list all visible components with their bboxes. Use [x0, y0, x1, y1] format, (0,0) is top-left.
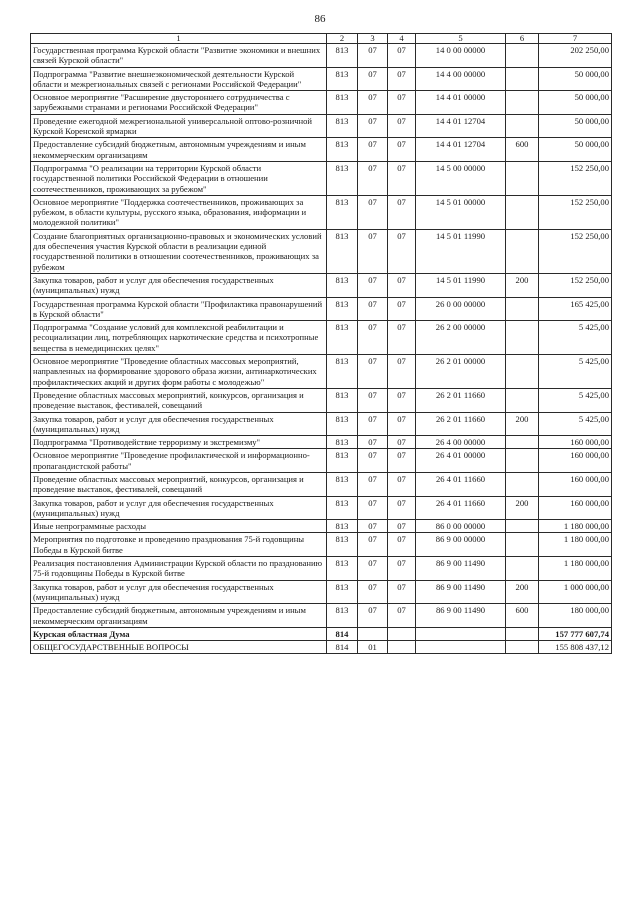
row-amount-cell: 160 000,00 [539, 472, 612, 496]
row-section-cell: 07 [358, 195, 388, 229]
row-subsection-cell: 07 [388, 321, 416, 355]
row-code-cell: 813 [327, 321, 358, 355]
row-expense-kind-cell [506, 449, 539, 473]
row-amount-cell: 5 425,00 [539, 388, 612, 412]
row-code-cell: 813 [327, 44, 358, 68]
table-row [31, 580, 612, 604]
table-row [31, 297, 612, 321]
table-row [31, 273, 612, 297]
row-expense-kind-cell: 200 [506, 412, 539, 436]
row-section-cell: 07 [358, 161, 388, 195]
row-target-code-cell: 14 5 01 00000 [416, 195, 506, 229]
row-expense-kind-cell [506, 355, 539, 389]
row-code-cell: 813 [327, 496, 358, 520]
row-name-cell: Закупка товаров, работ и услуг для обеспечения государственных (муниципальных) нужд [31, 273, 327, 297]
row-amount-cell: 152 250,00 [539, 273, 612, 297]
column-header: 6 [506, 34, 539, 44]
row-section-cell: 07 [358, 412, 388, 436]
row-name-cell: Подпрограмма "Создание условий для комплексной реабилитации и ресоциализации лиц, потребляющих наркотические средства и психотропные вещества в немедицинских целях" [31, 321, 327, 355]
row-expense-kind-cell [506, 557, 539, 581]
row-amount-cell: 202 250,00 [539, 44, 612, 68]
row-code-cell: 813 [327, 449, 358, 473]
table-row [31, 496, 612, 520]
table-row [31, 195, 612, 229]
row-subsection-cell: 07 [388, 472, 416, 496]
row-section-cell: 07 [358, 297, 388, 321]
row-code-cell: 813 [327, 412, 358, 436]
row-section-cell: 07 [358, 114, 388, 138]
row-name-cell: Реализация постановления Администрации Курской области по празднованию 75-й годовщины Победы в Курской битве [31, 557, 327, 581]
row-expense-kind-cell [506, 321, 539, 355]
row-amount-cell: 180 000,00 [539, 604, 612, 628]
row-section-cell: 07 [358, 520, 388, 533]
table-row [31, 388, 612, 412]
column-header: 3 [358, 34, 388, 44]
row-target-code-cell: 26 0 00 00000 [416, 297, 506, 321]
row-section-cell: 07 [358, 138, 388, 162]
row-section-cell: 07 [358, 436, 388, 449]
header-row [31, 34, 612, 44]
row-target-code-cell: 14 5 01 11990 [416, 229, 506, 273]
table-row [31, 641, 612, 654]
row-target-code-cell: 14 0 00 00000 [416, 44, 506, 68]
row-subsection-cell: 07 [388, 388, 416, 412]
row-code-cell: 813 [327, 472, 358, 496]
row-expense-kind-cell: 200 [506, 496, 539, 520]
row-target-code-cell: 86 9 00 11490 [416, 604, 506, 628]
row-code-cell: 813 [327, 436, 358, 449]
row-name-cell: Иные непрограммные расходы [31, 520, 327, 533]
row-expense-kind-cell: 600 [506, 604, 539, 628]
budget-table [30, 33, 612, 654]
row-name-cell: Курская областная Дума [31, 627, 327, 640]
row-expense-kind-cell [506, 229, 539, 273]
row-expense-kind-cell [506, 641, 539, 654]
table-row [31, 44, 612, 68]
row-name-cell: Предоставление субсидий бюджетным, автономным учреждениям и иным некоммерческим организациям [31, 138, 327, 162]
row-amount-cell: 1 180 000,00 [539, 520, 612, 533]
row-code-cell: 813 [327, 195, 358, 229]
row-code-cell: 814 [327, 627, 358, 640]
table-row [31, 355, 612, 389]
row-target-code-cell: 14 4 01 00000 [416, 91, 506, 115]
table-row [31, 229, 612, 273]
row-section-cell: 07 [358, 580, 388, 604]
row-section-cell: 07 [358, 44, 388, 68]
row-expense-kind-cell [506, 388, 539, 412]
row-amount-cell: 1 180 000,00 [539, 533, 612, 557]
column-header: 4 [388, 34, 416, 44]
row-subsection-cell: 07 [388, 557, 416, 581]
row-code-cell: 813 [327, 114, 358, 138]
row-target-code-cell: 14 5 01 11990 [416, 273, 506, 297]
row-name-cell: Подпрограмма "Противодействие терроризму и экстремизму" [31, 436, 327, 449]
row-code-cell: 813 [327, 138, 358, 162]
row-code-cell: 813 [327, 604, 358, 628]
row-code-cell: 813 [327, 273, 358, 297]
table-row [31, 557, 612, 581]
table-row [31, 67, 612, 91]
row-target-code-cell: 14 4 00 00000 [416, 67, 506, 91]
row-name-cell: Основное мероприятие "Поддержка соотечественников, проживающих за рубежом, в области культуры, русского языка, образования, информации и молодежной политики" [31, 195, 327, 229]
row-target-code-cell: 86 9 00 11490 [416, 580, 506, 604]
row-code-cell: 813 [327, 355, 358, 389]
row-subsection-cell: 07 [388, 520, 416, 533]
row-expense-kind-cell [506, 114, 539, 138]
row-target-code-cell: 26 2 01 00000 [416, 355, 506, 389]
column-header: 5 [416, 34, 506, 44]
column-header: 7 [539, 34, 612, 44]
row-target-code-cell: 26 4 00 00000 [416, 436, 506, 449]
row-section-cell: 07 [358, 321, 388, 355]
column-header: 2 [327, 34, 358, 44]
row-name-cell: Основное мероприятие "Проведение областных массовых мероприятий, направленных на формирование здорового образа жизни, антинаркотических профилактических акций и других форм работы с молодежью" [31, 355, 327, 389]
table-row [31, 138, 612, 162]
row-section-cell: 07 [358, 557, 388, 581]
row-amount-cell: 157 777 607,74 [539, 627, 612, 640]
row-code-cell: 813 [327, 533, 358, 557]
row-code-cell: 813 [327, 67, 358, 91]
row-code-cell: 813 [327, 297, 358, 321]
row-target-code-cell: 86 9 00 11490 [416, 557, 506, 581]
row-code-cell: 813 [327, 580, 358, 604]
row-target-code-cell: 86 9 00 00000 [416, 533, 506, 557]
row-name-cell: Закупка товаров, работ и услуг для обеспечения государственных (муниципальных) нужд [31, 580, 327, 604]
row-amount-cell: 5 425,00 [539, 355, 612, 389]
row-section-cell: 07 [358, 388, 388, 412]
row-amount-cell: 50 000,00 [539, 114, 612, 138]
table-row [31, 91, 612, 115]
row-target-code-cell: 26 2 01 11660 [416, 412, 506, 436]
row-target-code-cell [416, 641, 506, 654]
row-amount-cell: 50 000,00 [539, 67, 612, 91]
row-section-cell: 07 [358, 604, 388, 628]
row-amount-cell: 5 425,00 [539, 412, 612, 436]
row-name-cell: Государственная программа Курской области "Развитие экономики и внешних связей Курской области" [31, 44, 327, 68]
row-subsection-cell: 07 [388, 114, 416, 138]
row-target-code-cell: 14 5 00 00000 [416, 161, 506, 195]
row-code-cell: 813 [327, 161, 358, 195]
row-expense-kind-cell [506, 91, 539, 115]
row-name-cell: Предоставление субсидий бюджетным, автономным учреждениям и иным некоммерческим организациям [31, 604, 327, 628]
row-code-cell: 813 [327, 229, 358, 273]
row-amount-cell: 165 425,00 [539, 297, 612, 321]
row-subsection-cell: 07 [388, 161, 416, 195]
row-name-cell: Закупка товаров, работ и услуг для обеспечения государственных (муниципальных) нужд [31, 412, 327, 436]
row-code-cell: 813 [327, 388, 358, 412]
row-amount-cell: 50 000,00 [539, 138, 612, 162]
row-expense-kind-cell [506, 520, 539, 533]
row-expense-kind-cell [506, 161, 539, 195]
row-section-cell: 07 [358, 355, 388, 389]
table-row [31, 604, 612, 628]
row-subsection-cell [388, 627, 416, 640]
row-name-cell: Подпрограмма "О реализации на территории Курской области государственной политики Российской Федерации в отношении соотечественников, проживающих за рубежом" [31, 161, 327, 195]
row-name-cell: Государственная программа Курской области "Профилактика правонарушений в Курской области" [31, 297, 327, 321]
row-section-cell: 07 [358, 533, 388, 557]
row-amount-cell: 152 250,00 [539, 161, 612, 195]
row-code-cell: 813 [327, 520, 358, 533]
row-section-cell: 07 [358, 496, 388, 520]
table-row [31, 114, 612, 138]
row-name-cell: Подпрограмма "Развитие внешнеэкономической деятельности Курской области и межрегиональных связей с регионами Российской Федерации" [31, 67, 327, 91]
row-target-code-cell: 86 0 00 00000 [416, 520, 506, 533]
row-name-cell: Проведение ежегодной межрегиональной универсальной оптово-розничной Курской Коренской ярмарки [31, 114, 327, 138]
row-subsection-cell: 07 [388, 273, 416, 297]
row-name-cell: Проведение областных массовых мероприятий, конкурсов, организация и проведение выставок, фестивалей, совещаний [31, 388, 327, 412]
row-amount-cell: 155 808 437,12 [539, 641, 612, 654]
row-name-cell: Основное мероприятие "Расширение двустороннего сотрудничества с зарубежными странами и регионами Российской Федерации" [31, 91, 327, 115]
row-subsection-cell: 07 [388, 297, 416, 321]
row-subsection-cell: 07 [388, 436, 416, 449]
row-section-cell: 01 [358, 641, 388, 654]
row-section-cell: 07 [358, 472, 388, 496]
row-section-cell [358, 627, 388, 640]
table-row [31, 161, 612, 195]
row-amount-cell: 1 000 000,00 [539, 580, 612, 604]
row-subsection-cell: 07 [388, 67, 416, 91]
row-section-cell: 07 [358, 229, 388, 273]
row-target-code-cell: 26 2 00 00000 [416, 321, 506, 355]
row-section-cell: 07 [358, 273, 388, 297]
row-name-cell: Закупка товаров, работ и услуг для обеспечения государственных (муниципальных) нужд [31, 496, 327, 520]
row-section-cell: 07 [358, 91, 388, 115]
page-number: 86 [314, 13, 326, 25]
row-code-cell: 813 [327, 91, 358, 115]
table-row [31, 472, 612, 496]
row-expense-kind-cell [506, 627, 539, 640]
table-row [31, 449, 612, 473]
row-subsection-cell: 07 [388, 604, 416, 628]
row-subsection-cell: 07 [388, 580, 416, 604]
column-header: 1 [31, 34, 327, 44]
row-target-code-cell: 26 2 01 11660 [416, 388, 506, 412]
row-target-code-cell: 26 4 01 00000 [416, 449, 506, 473]
row-subsection-cell: 07 [388, 91, 416, 115]
row-code-cell: 814 [327, 641, 358, 654]
row-expense-kind-cell: 200 [506, 273, 539, 297]
row-subsection-cell: 07 [388, 533, 416, 557]
row-amount-cell: 1 180 000,00 [539, 557, 612, 581]
row-target-code-cell [416, 627, 506, 640]
row-amount-cell: 160 000,00 [539, 449, 612, 473]
row-subsection-cell: 07 [388, 195, 416, 229]
row-expense-kind-cell: 200 [506, 580, 539, 604]
table-row [31, 436, 612, 449]
table-row [31, 627, 612, 640]
row-amount-cell: 152 250,00 [539, 229, 612, 273]
row-expense-kind-cell [506, 472, 539, 496]
row-target-code-cell: 26 4 01 11660 [416, 472, 506, 496]
row-name-cell: ОБЩЕГОСУДАРСТВЕННЫЕ ВОПРОСЫ [31, 641, 327, 654]
row-name-cell: Мероприятия по подготовке и проведению празднования 75-й годовщины Победы в Курской битве [31, 533, 327, 557]
row-expense-kind-cell [506, 44, 539, 68]
row-name-cell: Создание благоприятных организационно-правовых и экономических условий для обеспечения участия Курской области в реализации единой государственной политики в отношении соотечественников, проживающих за рубежом [31, 229, 327, 273]
row-code-cell: 813 [327, 557, 358, 581]
row-subsection-cell: 07 [388, 229, 416, 273]
row-subsection-cell: 07 [388, 412, 416, 436]
table-row [31, 533, 612, 557]
row-amount-cell: 160 000,00 [539, 496, 612, 520]
table-row [31, 520, 612, 533]
row-subsection-cell: 07 [388, 355, 416, 389]
row-subsection-cell: 07 [388, 449, 416, 473]
table-row [31, 412, 612, 436]
row-amount-cell: 50 000,00 [539, 91, 612, 115]
table-row [31, 321, 612, 355]
row-amount-cell: 152 250,00 [539, 195, 612, 229]
row-subsection-cell: 07 [388, 496, 416, 520]
row-expense-kind-cell [506, 436, 539, 449]
row-expense-kind-cell: 600 [506, 138, 539, 162]
row-subsection-cell [388, 641, 416, 654]
row-target-code-cell: 14 4 01 12704 [416, 138, 506, 162]
row-amount-cell: 5 425,00 [539, 321, 612, 355]
row-name-cell: Проведение областных массовых мероприятий, конкурсов, организация и проведение выставок, фестивалей, совещаний [31, 472, 327, 496]
row-expense-kind-cell [506, 297, 539, 321]
row-section-cell: 07 [358, 67, 388, 91]
row-expense-kind-cell [506, 533, 539, 557]
row-expense-kind-cell [506, 67, 539, 91]
row-section-cell: 07 [358, 449, 388, 473]
row-amount-cell: 160 000,00 [539, 436, 612, 449]
row-expense-kind-cell [506, 195, 539, 229]
row-target-code-cell: 26 4 01 11660 [416, 496, 506, 520]
row-name-cell: Основное мероприятие "Проведение профилактической и информационно-пропагандистской работы" [31, 449, 327, 473]
row-target-code-cell: 14 4 01 12704 [416, 114, 506, 138]
row-subsection-cell: 07 [388, 138, 416, 162]
row-subsection-cell: 07 [388, 44, 416, 68]
